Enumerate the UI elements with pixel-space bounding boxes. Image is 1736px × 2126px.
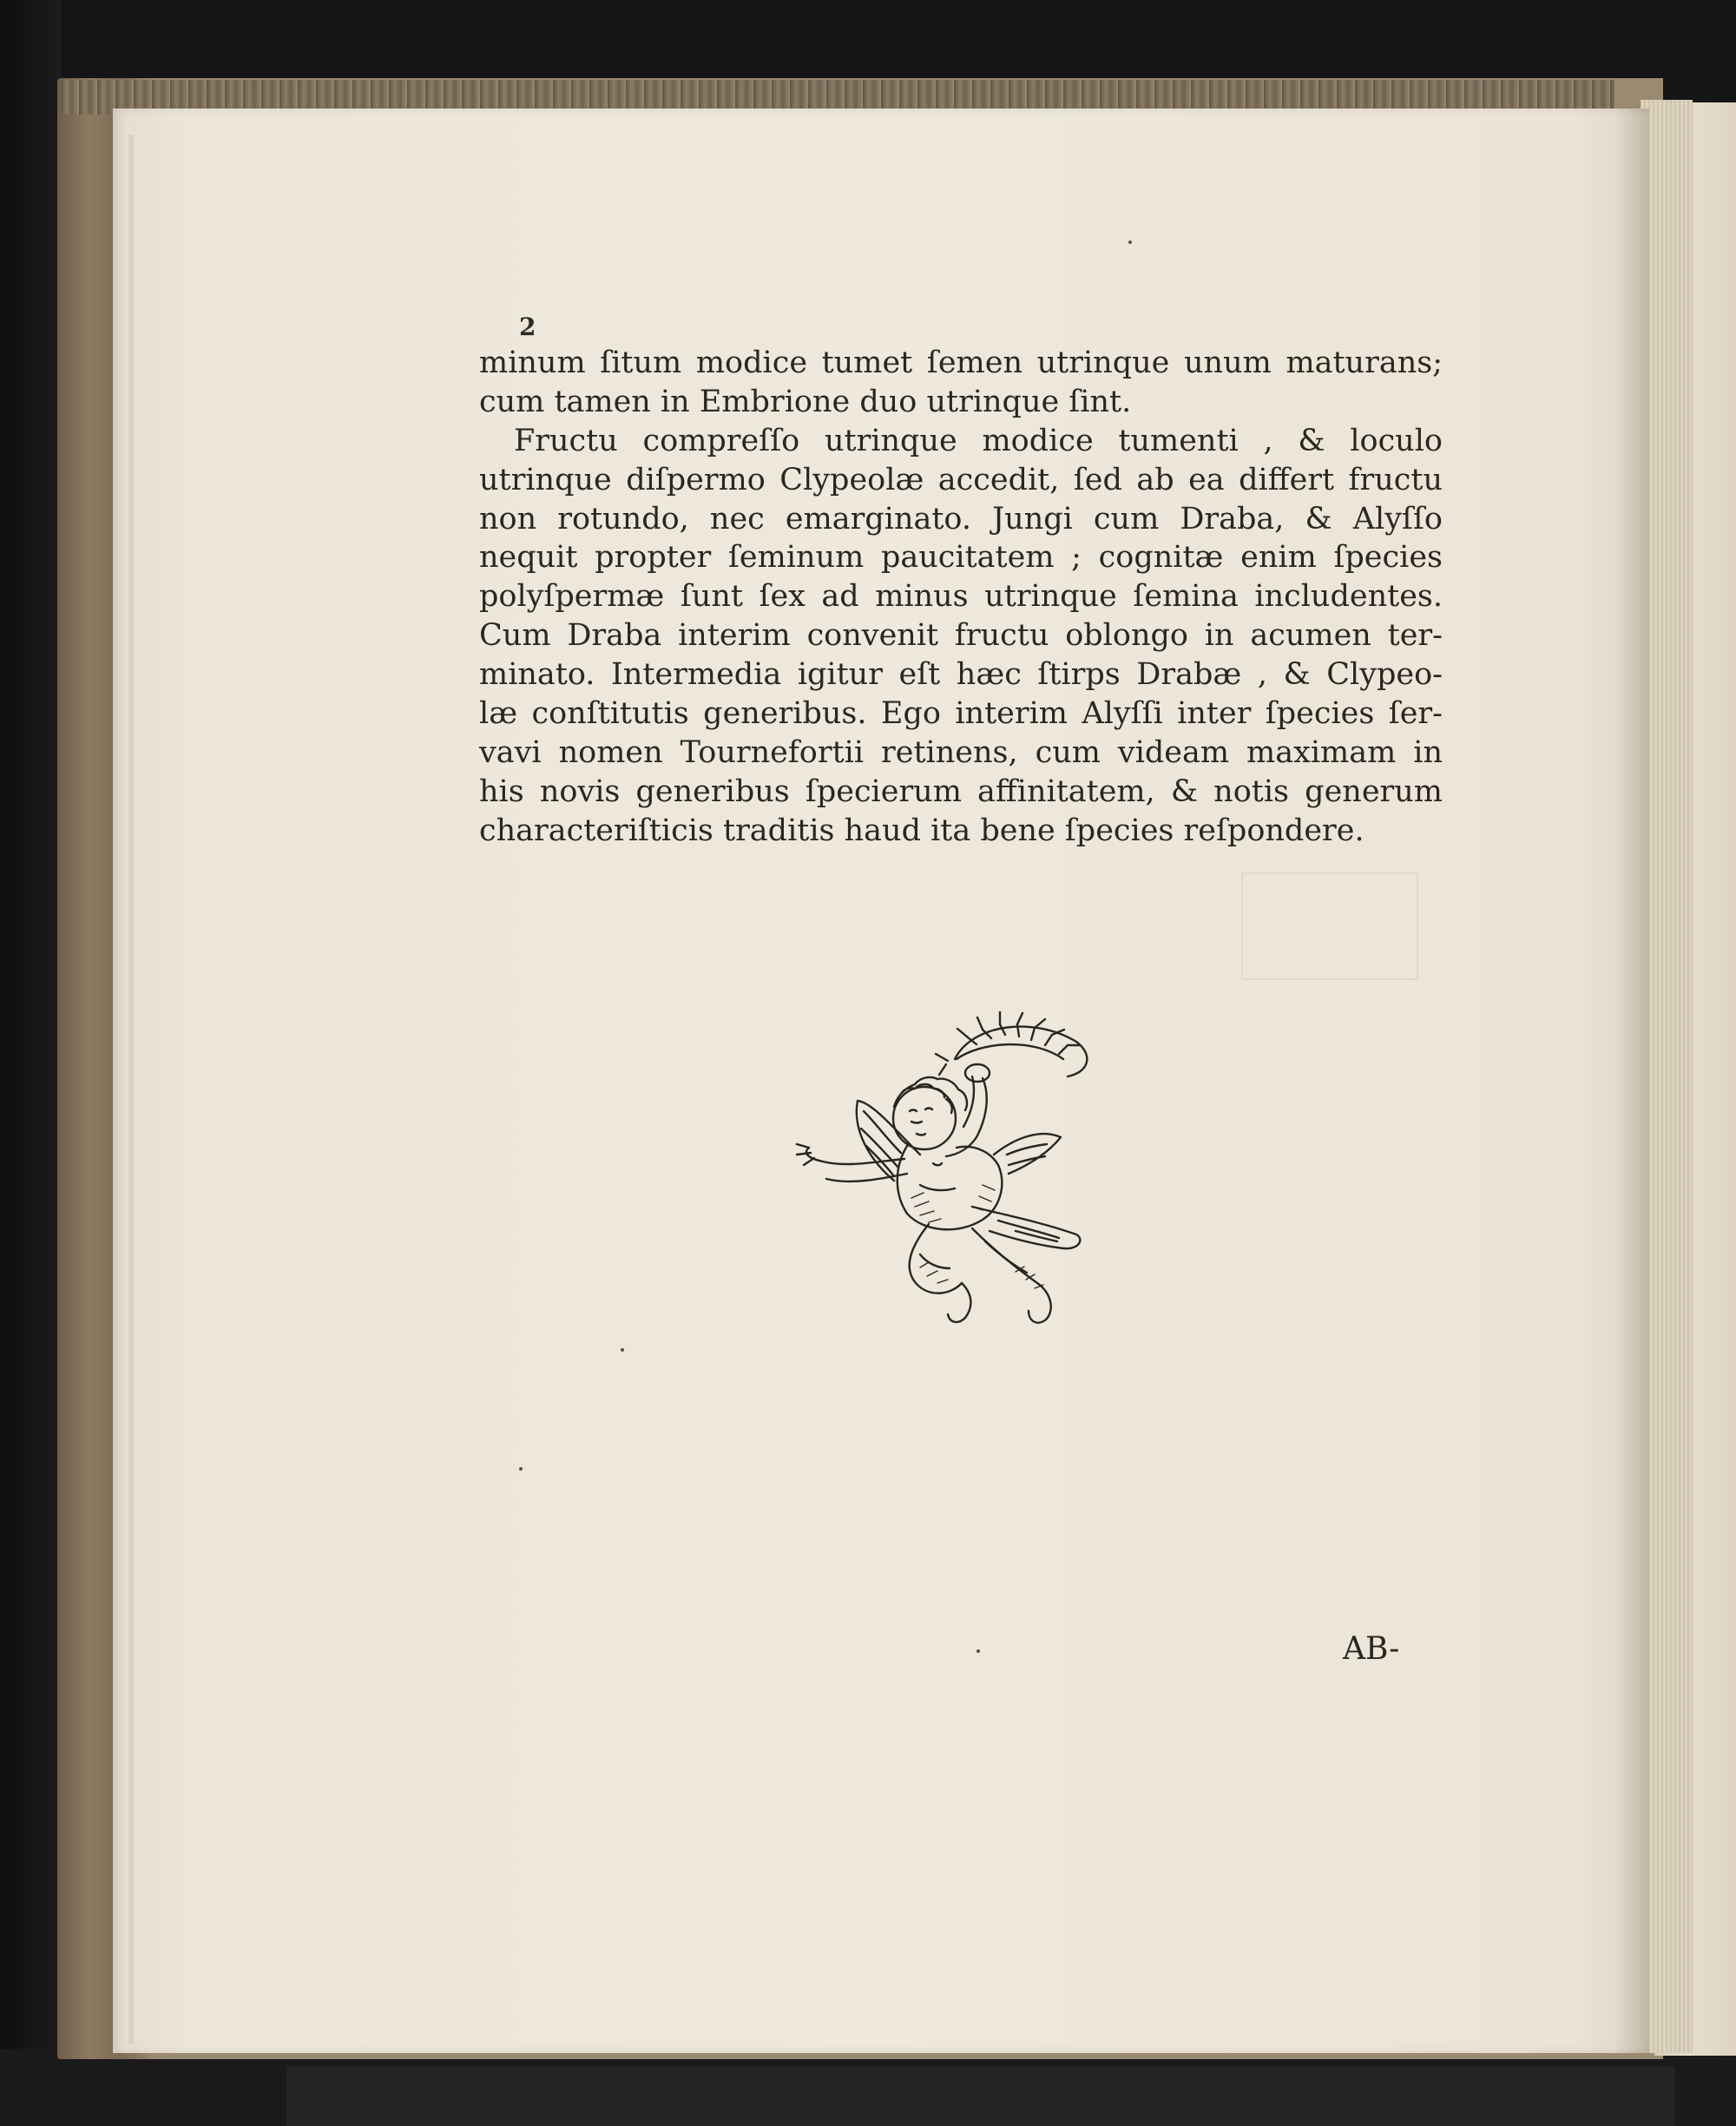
page-inner-edge bbox=[128, 135, 134, 2044]
text-line: polyſpermæ ſunt ſex ad minus utrinque ſemina includentes. bbox=[479, 579, 1443, 615]
text-line: Fructu compreſſo utrinque modice tumenti , & loculo bbox=[514, 423, 1443, 458]
text-line: minato. Intermedia igitur eſt hæc ſtirps Drabæ , & Clypeo- bbox=[479, 657, 1443, 693]
text-line: minum ſitum modice tumet ſemen utrinque unum maturans; bbox=[479, 346, 1443, 380]
speck bbox=[621, 1348, 624, 1352]
speck bbox=[519, 1467, 523, 1471]
catchword: AB- bbox=[1343, 1631, 1400, 1667]
text-line: vavi nomen Tournefortii retinens, cum videam maximam in bbox=[479, 734, 1443, 770]
gutter-shadow bbox=[1614, 109, 1649, 2053]
show-through-box bbox=[1241, 872, 1418, 980]
text-line: nequit propter ſeminum paucitatem ; cognitæ enim ſpecies bbox=[479, 540, 1443, 576]
text-line: læ conſtitutis generibus. Ego interim Alyſſi inter ſpecies ſer- bbox=[479, 696, 1443, 732]
body-text bbox=[479, 318, 1443, 851]
speck bbox=[976, 1649, 980, 1653]
text-line: cum tamen in Embrione duo utrinque ſint. bbox=[479, 384, 1132, 419]
text-line: non rotundo, nec emarginato. Jungi cum Draba, & Alyſſo bbox=[479, 501, 1443, 536]
text-line: utrinque diſpermo Clypeolæ accedit, ſed ab ea differt fructu bbox=[479, 462, 1443, 497]
speck bbox=[1128, 240, 1132, 244]
cherub-icon bbox=[755, 1007, 1154, 1406]
text-line: his novis generibus ſpecierum affinitatem, & notis generum bbox=[479, 773, 1443, 809]
text-line: Cum Draba interim convenit fructu oblongo in acumen ter- bbox=[479, 618, 1443, 654]
page-number: 2 bbox=[519, 313, 536, 341]
text-line: characteriſticis traditis haud ita bene ſpecies reſpondere. bbox=[479, 813, 1364, 848]
dark-background-strip bbox=[286, 2066, 1675, 2126]
dark-background-left bbox=[0, 0, 61, 2126]
